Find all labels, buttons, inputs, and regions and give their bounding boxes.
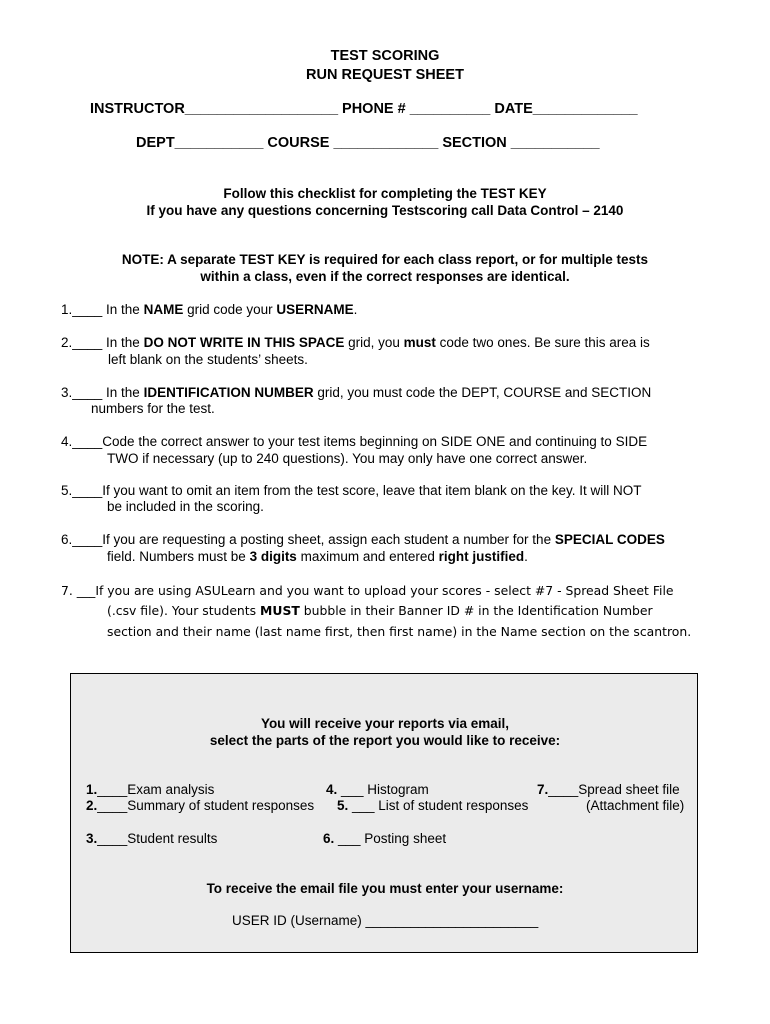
item-6-bold-special-codes: SPECIAL CODES <box>554 532 665 547</box>
option-3-label: ____Student results <box>97 831 218 846</box>
checklist-item-3 <box>61 385 651 400</box>
title-line-1: TEST SCORING <box>330 48 440 64</box>
item-1-bold-name: NAME <box>143 302 184 317</box>
item-6-line-2-text: field. Numbers must be <box>107 549 250 564</box>
option-4-label: ___ Histogram <box>337 782 429 797</box>
option-1-number: 1. <box>86 782 98 797</box>
item-7-line-2-text-end: bubble in their Banner ID # in the Identification Number <box>299 603 653 618</box>
option-1-label: ____Exam analysis <box>97 782 215 797</box>
item-3-text-end: grid, you must code the DEPT, COURSE and SECTION <box>313 385 652 400</box>
checklist-item-2-line-2: left blank on the students’ sheets. <box>108 352 308 367</box>
note-line-1: NOTE: A separate TEST KEY is required for each class report, or for multiple tests <box>121 252 649 267</box>
item-2-bold-must: must <box>403 335 436 350</box>
option-4-number: 4. <box>326 782 338 797</box>
item-1-text-end: . <box>353 302 358 317</box>
option-3-number: 3. <box>86 831 98 846</box>
item-2-text-mid: grid, you <box>344 335 404 350</box>
option-7-label: ____Spread sheet file <box>548 782 680 797</box>
username-instruction: To receive the email file you must enter your username: <box>206 881 564 896</box>
checklist-item-1 <box>61 302 357 317</box>
checklist-item-7-line-2 <box>107 603 653 618</box>
checklist-intro-line-2: If you have any questions concerning Testscoring call Data Control – 2140 <box>146 203 624 218</box>
item-7-line-2-text: (.csv file). Your students <box>107 603 261 618</box>
checklist-item-6-line-2 <box>107 549 528 564</box>
item-1-bold-username: USERNAME <box>276 302 354 317</box>
item-3-text: 3.____ In the <box>61 385 144 400</box>
checklist-item-5: 5.____If you want to omit an item from the test score, leave that item blank on the key. It will NOT <box>61 483 642 498</box>
checklist-item-2 <box>61 335 650 350</box>
checklist-item-7: 7. ___If you are using ASULearn and you want to upload your scores - select #7 - Spread Sheet File <box>61 583 674 598</box>
report-option-student-results[interactable] <box>86 831 217 846</box>
option-5-label: ___ List of student responses <box>348 798 529 813</box>
checklist-item-5-line-2: be included in the scoring. <box>107 499 264 514</box>
reports-heading-line-2: select the parts of the report you would like to receive: <box>209 733 561 748</box>
report-option-exam-analysis[interactable] <box>86 782 214 797</box>
item-1-text-mid: grid code your <box>183 302 277 317</box>
report-option-histogram[interactable] <box>326 782 429 797</box>
item-6-line-2-text-end: . <box>524 549 528 564</box>
item-6-bold-right-justified: right justified <box>438 549 525 564</box>
instructor-phone-date-field[interactable]: INSTRUCTOR___________________ PHONE # __________ DATE_____________ <box>90 101 638 117</box>
checklist-item-4: 4.____Code the correct answer to your test items beginning on SIDE ONE and continuing to SIDE <box>61 434 648 449</box>
option-2-number: 2. <box>86 798 98 813</box>
item-2-text: 2.____ In the <box>61 335 144 350</box>
item-7-bold-must: MUST <box>260 603 300 618</box>
checklist-intro-line-1: Follow this checklist for completing the TEST KEY <box>223 186 547 201</box>
item-6-text: 6.____If you are requesting a posting sheet, assign each student a number for the <box>61 532 555 547</box>
item-6-bold-3-digits: 3 digits <box>249 549 297 564</box>
item-1-text: 1.____ In the <box>61 302 144 317</box>
item-2-bold-grid: DO NOT WRITE IN THIS SPACE <box>143 335 345 350</box>
note-line-2: within a class, even if the correct responses are identical. <box>200 269 570 284</box>
reports-heading-line-1: You will receive your reports via email, <box>260 716 510 731</box>
report-option-posting-sheet[interactable] <box>323 831 446 846</box>
report-option-summary-of-student-responses[interactable] <box>86 798 314 813</box>
report-option-spread-sheet-file[interactable] <box>537 782 680 797</box>
title-line-2: RUN REQUEST SHEET <box>306 67 464 83</box>
option-2-label: ____Summary of student responses <box>97 798 315 813</box>
option-6-label: ___ Posting sheet <box>334 831 447 846</box>
reports-selection-box <box>70 673 698 953</box>
checklist-item-4-line-2: TWO if necessary (up to 240 questions). You may only have one correct answer. <box>107 451 588 466</box>
item-2-text-end: code two ones. Be sure this area is <box>435 335 650 350</box>
checklist-item-6 <box>61 532 665 547</box>
user-id-field[interactable]: USER ID (Username) _______________________ <box>232 913 539 928</box>
dept-course-section-field[interactable]: DEPT___________ COURSE _____________ SECTION ___________ <box>136 135 600 151</box>
item-3-bold-id: IDENTIFICATION NUMBER <box>143 385 314 400</box>
report-option-list-of-student-responses[interactable] <box>337 798 528 813</box>
checklist-item-7-line-3: section and their name (last name first, then first name) in the Name section on the scantron. <box>107 624 692 639</box>
option-7-number: 7. <box>537 782 549 797</box>
checklist-item-3-line-2: numbers for the test. <box>91 401 215 416</box>
item-6-line-2-text-mid: maximum and entered <box>296 549 439 564</box>
option-6-number: 6. <box>323 831 335 846</box>
option-5-number: 5. <box>337 798 349 813</box>
option-7-attachment-note: (Attachment file) <box>586 798 685 813</box>
